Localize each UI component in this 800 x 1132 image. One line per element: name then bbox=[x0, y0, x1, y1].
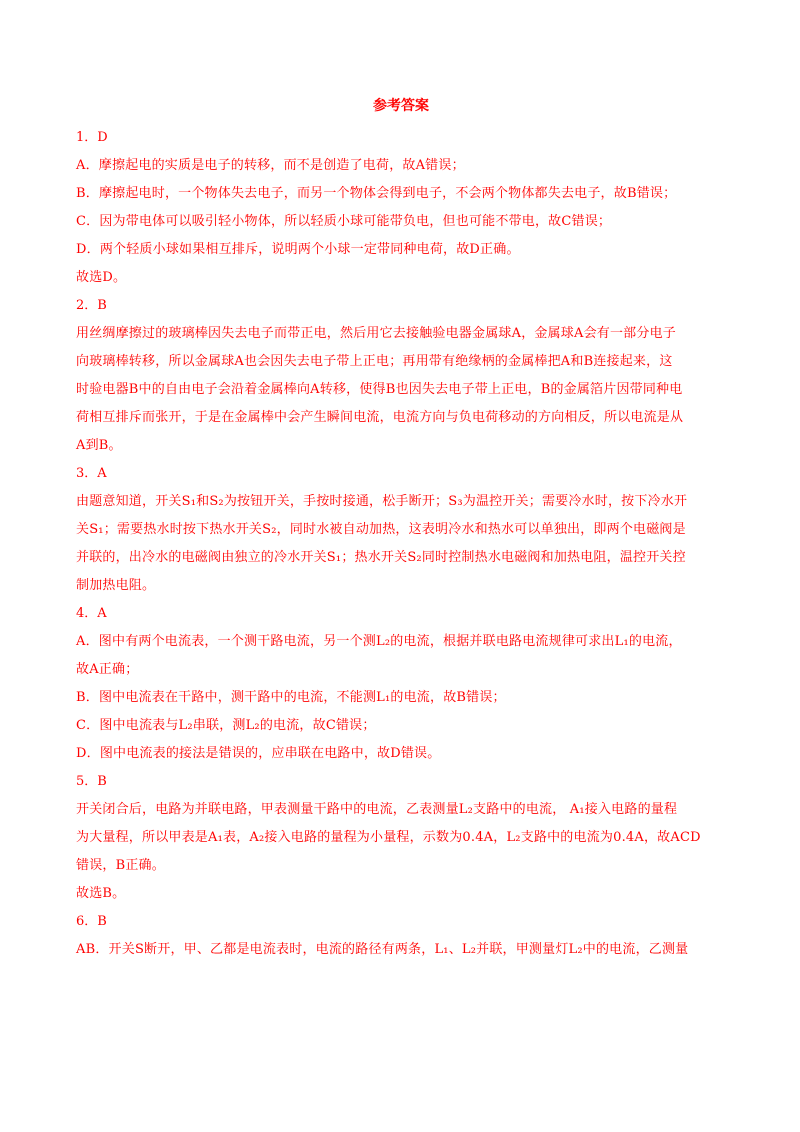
question-number: 2．B bbox=[76, 298, 107, 313]
question-number: 6．B bbox=[76, 914, 107, 929]
answer-line: 时验电器B中的自由电子会沿着金属棒向A转移，使得B也因失去电子带上正电，B的金属箔片因带同种电 bbox=[76, 382, 683, 397]
answer-line: 由题意知道，开关S₁和S₂为按钮开关，手按时接通，松手断开；S₃为温控开关；需要冷水时，按下冷水开 bbox=[76, 494, 688, 509]
question-1 bbox=[76, 124, 726, 292]
answer-line: 为大量程，所以甲表是A₁表，A₂接入电路的量程为小量程，示数为0.4A，L₂支路中的电流为0.4A，故ACD bbox=[76, 830, 701, 845]
answer-line: 故选D。 bbox=[76, 270, 127, 285]
question-6 bbox=[76, 908, 726, 964]
answer-line: A．图中有两个电流表，一个测干路电流，另一个测L₂的电流，根据并联电路电流规律可求出L₁的电流， bbox=[76, 634, 682, 649]
question-5 bbox=[76, 768, 726, 908]
question-number: 3．A bbox=[76, 466, 107, 481]
answer-line: B．摩擦起电时，一个物体失去电子，而另一个物体会得到电子，不会两个物体都失去电子，故B错误； bbox=[76, 186, 677, 201]
question-number: 1．D bbox=[76, 130, 108, 145]
answer-line: 故选B。 bbox=[76, 886, 126, 901]
answer-line: 开关闭合后，电路为并联电路，甲表测量干路中的电流，乙表测量L₂支路中的电流， A₁接入电路的量程 bbox=[76, 802, 678, 817]
answer-line: C．图中电流表与L₂串联，测L₂的电流，故C错误； bbox=[76, 718, 376, 733]
answer-line: 荷相互排斥而张开，于是在金属棒中会产生瞬间电流，电流方向与负电荷移动的方向相反，所以电流是从 bbox=[76, 410, 684, 425]
answer-line: D．两个轻质小球如果相互排斥，说明两个小球一定带同种电荷，故D正确。 bbox=[76, 242, 520, 257]
answer-line: A到B。 bbox=[76, 438, 122, 453]
answer-line: 制加热电阻。 bbox=[76, 578, 156, 593]
question-3 bbox=[76, 460, 726, 600]
answer-line: 向玻璃棒转移，所以金属球A也会因失去电子带上正电；再用带有绝缘柄的金属棒把A和B连接起来，这 bbox=[76, 354, 673, 369]
question-number: 4．A bbox=[76, 606, 107, 621]
answer-line: 并联的，出冷水的电磁阀由独立的冷水开关S₁；热水开关S₂同时控制热水电磁阀和加热电阻，温控开关控 bbox=[76, 550, 686, 565]
question-2 bbox=[76, 292, 726, 460]
answer-line: C．因为带电体可以吸引轻小物体，所以轻质小球可能带负电，但也可能不带电，故C错误； bbox=[76, 214, 612, 229]
question-number: 5．B bbox=[76, 774, 107, 789]
answer-line: 关S₁；需要热水时按下热水开关S₂，同时水被自动加热，这表明冷水和热水可以单独出，即两个电磁阀是 bbox=[76, 522, 686, 537]
answer-line: 错误，B正确。 bbox=[76, 858, 165, 873]
answer-line: AB．开关S断开，甲、乙都是电流表时，电流的路径有两条，L₁、L₂并联，甲测量灯L₂中的电流，乙测量 bbox=[76, 942, 689, 957]
answer-line: D．图中电流表的接法是错误的，应串联在电路中，故D错误。 bbox=[76, 746, 441, 761]
answer-line: 用丝绸摩擦过的玻璃棒因失去电子而带正电，然后用它去接触验电器金属球A，金属球A会有一部分电子 bbox=[76, 326, 676, 341]
answer-line: B．图中电流表在干路中，测干路中的电流，不能测L₁的电流，故B错误； bbox=[76, 690, 506, 705]
answer-line: A．摩擦起电的实质是电子的转移，而不是创造了电荷，故A错误； bbox=[76, 158, 465, 173]
answer-page bbox=[76, 96, 726, 964]
question-4 bbox=[76, 600, 726, 768]
page-title: 参考答案 bbox=[373, 98, 429, 114]
answer-line: 故A正确； bbox=[76, 662, 139, 677]
